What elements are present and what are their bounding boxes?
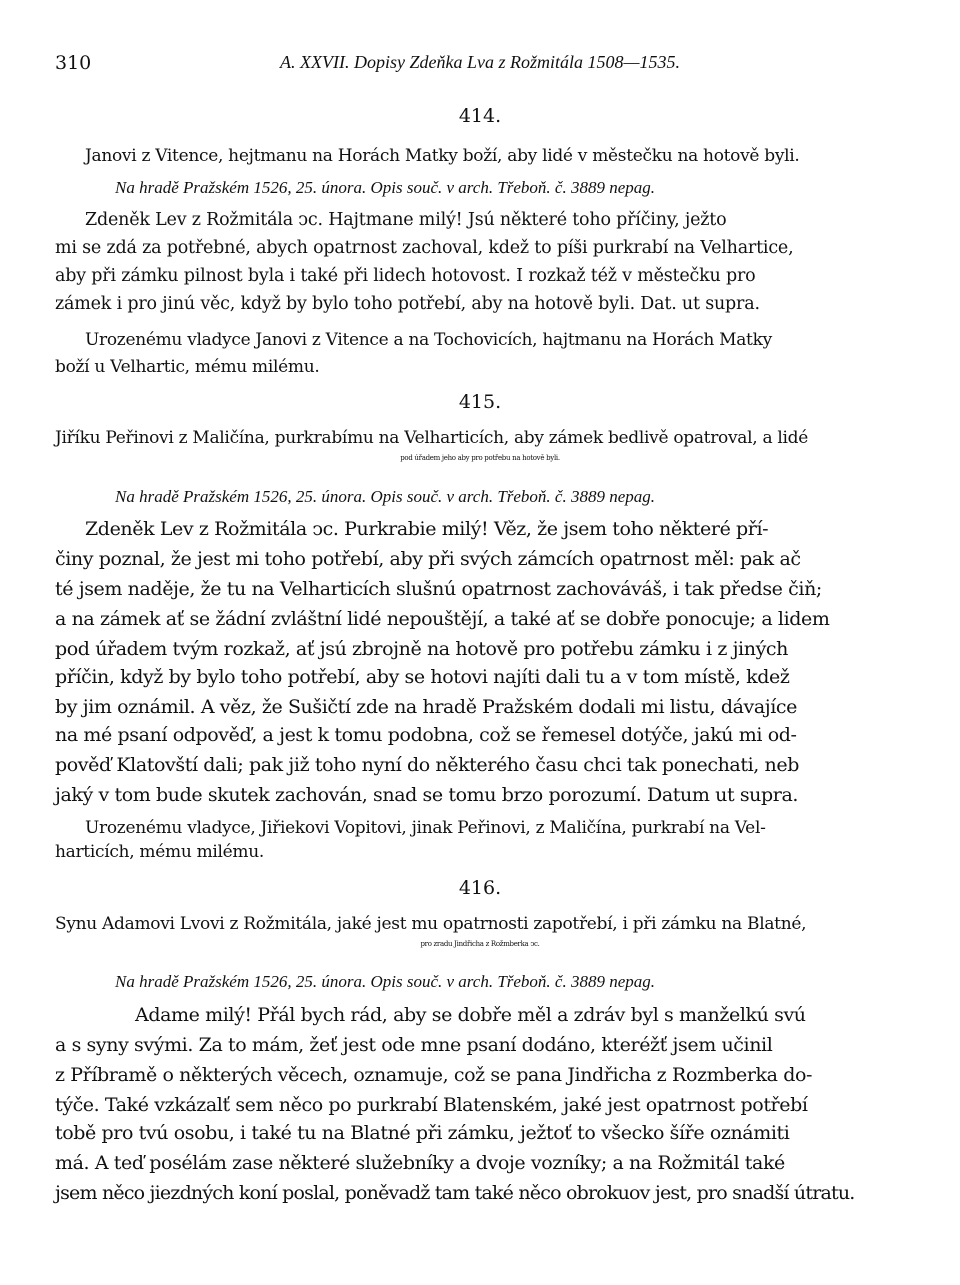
letter-body-line: a s syny svými. Za to mám, žeť jest ode mne psaní dodáno, kteréžť jsem učinil	[55, 1034, 773, 1056]
letter-body-line: pod úřadem tvým rozkaž, ať jsú zbrojně na hotově pro potřebu zámku i z jiných	[55, 638, 788, 660]
letter-body-line: z Příbramě o některých věcech, oznamuje, což se pana Jindřicha z Rozmberka do-	[55, 1064, 813, 1086]
letter-body-line: by jim oznámil. A věz, že Sušičtí zde na hradě Pražském dodali mi listu, dávajíce	[55, 696, 798, 718]
letter-place-date: Na hradě Pražském 1526, 25. února. Opis souč. v arch. Třeboň. č. 3889 nepag.	[115, 972, 656, 991]
letter-body-line: pověď Klatovští dali; pak již toho nyní do některého času chci tak ponechati, neb	[55, 754, 799, 776]
letter-regest-line: Janovi z Vitence, hejtmanu na Horách Matky boží, aby lidé v městečku na hotově byli.	[85, 146, 800, 166]
letter-body-line: zámek i pro jinú věc, když by bylo toho potřebí, aby na hotově byli. Dat. ut supra.	[55, 294, 760, 314]
letter-body-line: a na zámek ať se žádní zvláštní lidé nepouštějí, a také ať se dobře ponocuje; a lidem	[55, 608, 830, 630]
letter-body-line: týče. Také vzkázalť sem něco po purkrabí Blatenském, jaké jest opatrnost potřebí	[55, 1094, 808, 1116]
letter-body-line: činy poznal, že jest mi toho potřebí, aby při svých zámcích opatrnost měl: pak ač	[55, 548, 801, 570]
letter-body-line: příčin, když by bylo toho potřebí, aby se hotovi najíti dali tu a v tom místě, kdež	[55, 666, 790, 688]
letter-regest-line: Jiříku Peřinovi z Maličína, purkrabímu na Velharticích, aby zámek bedlivě opatroval, a lidé	[55, 428, 809, 448]
letter-address-line: Urozenému vladyce, Jiřiekovi Vopitovi, jinak Peřinovi, z Maličína, purkrabí na Vel-	[85, 818, 766, 838]
letter-regest-line: Synu Adamovi Lvovi z Rožmitála, jaké jest mu opatrnosti zapotřebí, i při zámku na Blatné,	[55, 914, 807, 934]
letter-body-line: aby při zámku pilnost byla i také při lidech hotovost. I rozkaž též v městečku pro	[55, 266, 756, 286]
letter-number: 414.	[458, 105, 502, 127]
letter-number: 415.	[458, 391, 502, 413]
letter-body-line: Zdeněk Lev z Rožmitála ↄc. Purkrabie milý! Věz, že jsem toho některé pří-	[85, 518, 769, 540]
letter-address-line: boží u Velhartic, mému milému.	[55, 357, 320, 377]
page-number: 310	[55, 52, 92, 74]
letter-regest-line: pod úřadem jeho aby pro potřebu na hotově byli.	[400, 454, 560, 462]
letter-place-date: Na hradě Pražském 1526, 25. února. Opis souč. v arch. Třeboň. č. 3889 nepag.	[115, 178, 656, 197]
letter-body-line: Adame milý! Přál bych rád, aby se dobře měl a zdráv byl s manželkú svú	[135, 1004, 806, 1026]
letter-body-line: jaký v tom bude skutek zachován, snad se tomu brzo porozumí. Datum ut supra.	[55, 784, 799, 806]
letter-address-line: harticích, mému milému.	[55, 842, 264, 862]
letter-place-date: Na hradě Pražském 1526, 25. února. Opis souč. v arch. Třeboň. č. 3889 nepag.	[115, 487, 656, 506]
letter-number: 416.	[458, 877, 502, 899]
letter-body-line: Zdeněk Lev z Rožmitála ↄc. Hajtmane milý! Jsú některé toho příčiny, ježto	[85, 210, 727, 230]
letter-body-line: jsem něco jiezdných koní poslal, poněvadž tam také něco obrokuov jest, pro snadší útratu.	[55, 1182, 855, 1204]
letter-body-line: na mé psaní odpověď, a jest k tomu podobna, což se řemesel dotýče, jakú mi od-	[55, 724, 797, 746]
letter-regest-line: pro zradu Jindřicha z Rožmberka ↄc.	[420, 940, 540, 948]
letter-address-line: Urozenému vladyce Janovi z Vitence a na Tochovicích, hajtmanu na Horách Matky	[85, 330, 772, 350]
letter-body-line: tobě pro tvú osobu, i také tu na Blatné při zámku, ježtoť to všecko šíře oznámiti	[55, 1122, 790, 1144]
letter-body-line: má. A teď posélám zase některé služebníky a dvoje vozníky; a na Rožmitál také	[55, 1152, 785, 1174]
letter-body-line: mi se zdá za potřebné, abych opatrnost zachoval, kdež to píši purkrabí na Velhartice,	[55, 238, 794, 258]
running-head: A. XXVII. Dopisy Zdeňka Lva z Rožmitála 1508—1535.	[280, 52, 680, 72]
letter-body-line: té jsem naděje, že tu na Velharticích slušnú opatrnost zachováváš, i tak předse čiň;	[55, 578, 822, 600]
page-header	[55, 52, 905, 82]
